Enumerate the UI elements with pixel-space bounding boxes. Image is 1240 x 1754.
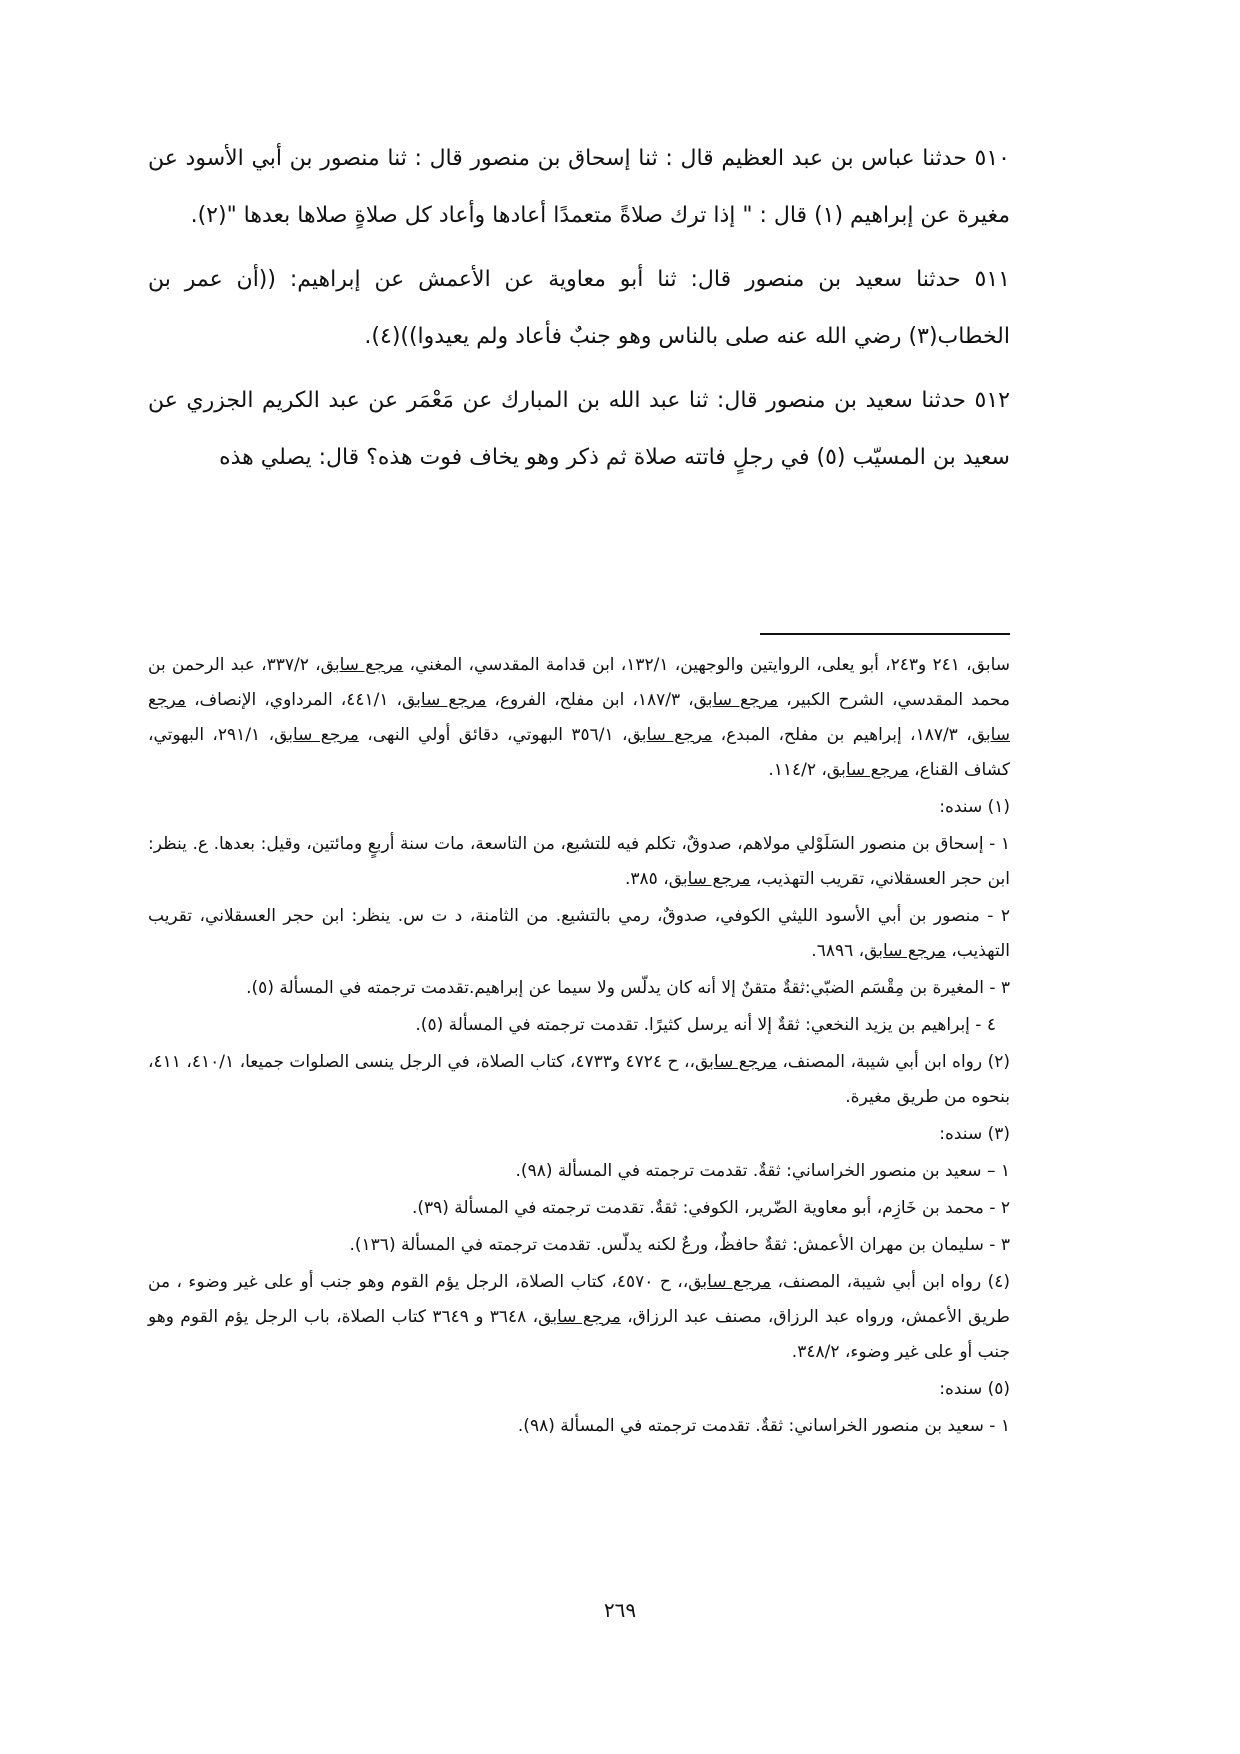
footnotes [148, 648, 1010, 1446]
footnote-1-title: (١) سنده: [939, 797, 1010, 817]
footnote-3-title: (٣) سنده: [939, 1124, 1010, 1144]
footnote-continuation: سابق، ٢٤١ و٢٤٣، أبو يعلى، الروايتين والوجهين، ١٣٢/١، ابن قدامة المقدسي، المغني، مرجع سابق، ٣٣٧/٢، عبد الرحمن بن محمد المقدسي، الشرح الكبير، مرجع سابق، ١٨٧/٣، ابن مفلح، الفروع، مرجع سابق، ٤٤١/١، المرداوي، الإنصاف، مرجع سابق، ١٨٧/٣، إبراهيم بن مفلح، المبدع، مرجع سابق، ٣٥٦/١ البهوتي، دقائق أولي النهى، مرجع سابق، ٢٩١/١، البهوتي، كشاف القناع، مرجع سابق، ١١٤/٢. [148, 655, 1011, 780]
footnote-1-item-4: ٤ - إبراهيم بن يزيد النخعي: ثقةٌ إلا أنه يرسل كثيرًا. تقدمت ترجمته في المسألة (٥). [415, 1015, 996, 1035]
footnote-1-item-3: ٣ - المغيرة بن مِقْسَم الضبّي:ثقةٌ متقنٌ إلا أنه كان يدلّس ولا سيما عن إبراهيم.تقدمت ترجمته في المسألة (٥). [246, 978, 1010, 998]
footnote-divider [760, 633, 1010, 635]
page-number: ٢٦٩ [603, 1598, 637, 1622]
paragraph-511: ٥١١ حدثنا سعيد بن منصور قال: ثنا أبو معاوية عن الأعمش عن إبراهيم: ((أن عمر بن الخطاب(٣) رضي الله عنه صلى بالناس وهو جنبٌ فأعاد ولم يعيدوا))(٤). [148, 267, 1010, 349]
paragraph-510: ٥١٠ حدثنا عباس بن عبد العظيم قال : ثنا إسحاق بن منصور قال : ثنا منصور بن أبي الأسود عن مغيرة عن إبراهيم (١) قال : " إذا ترك صلاةً متعمدًا أعادها وأعاد كل صلاةٍ صلاها بعدها "(٢). [148, 146, 1010, 228]
footnote-3-item-3: ٣ - سليمان بن مهران الأعمش: ثقةٌ حافظٌ، ورعٌ لكنه يدلّس. تقدمت ترجمته في المسألة (١٣٦). [349, 1235, 1010, 1255]
footnote-5-item-1: ١ - سعيد بن منصور الخراساني: ثقةٌ. تقدمت ترجمته في المسألة (٩٨). [517, 1416, 1010, 1436]
paragraph-512: ٥١٢ حدثنا سعيد بن منصور قال: ثنا عبد الله بن المبارك عن مَعْمَر عن عبد الكريم الجزري عن سعيد بن المسيّب (٥) في رجلٍ فاتته صلاة ثم ذكر وهو يخاف فوت هذه؟ قال: يصلي هذه [148, 388, 1010, 470]
footnote-3-item-2: ٢ - محمد بن خَازِم، أبو معاوية الضّرير، الكوفي: ثقةٌ. تقدمت ترجمته في المسألة (٣٩). [411, 1198, 1010, 1218]
main-text [148, 130, 1010, 493]
footnote-4: (٤) رواه ابن أبي شيبة، المصنف، مرجع سابق،، ح ٤٥٧٠، كتاب الصلاة، الرجل يؤم القوم وهو جنب أو على غير وضوء ، من طريق الأعمش، ورواه عبد الرزاق، مصنف عبد الرزاق، مرجع سابق، ٣٦٤٨ و ٣٦٤٩ كتاب الصلاة، باب الرجل يؤم القوم وهو جنب أو على غير وضوء، ٣٤٨/٢. [148, 1272, 1011, 1362]
footnote-1-item-2: ٢ - منصور بن أبي الأسود الليثي الكوفي، صدوقٌ، رمي بالتشيع. من الثامنة، د ت س. ينظر: ابن حجر العسقلاني، تقريب التهذيب، مرجع سابق، ٦٨٩٦. [148, 906, 1010, 961]
footnote-2: (٢) رواه ابن أبي شيبة، المصنف، مرجع سابق،، ح ٤٧٢٤ و٤٧٣٣، كتاب الصلاة، في الرجل ينسى الصلوات جميعا، ٤١٠/١، ٤١١، بنحوه من طريق مغيرة. [148, 1052, 1010, 1107]
footnote-1-item-1: ١ - إسحاق بن منصور السَلَوْلي مولاهم، صدوقٌ، تكلم فيه للتشيع، من التاسعة، مات سنة أربعٍ ومائتين، وقيل: بعدها. ع. ينظر: ابن حجر العسقلاني، تقريب التهذيب، مرجع سابق، ٣٨٥. [148, 834, 1010, 889]
footnote-3-item-1: ١ – سعيد بن منصور الخراساني: ثقةٌ. تقدمت ترجمته في المسألة (٩٨). [515, 1161, 1010, 1181]
footnote-5-title: (٥) سنده: [939, 1379, 1010, 1399]
